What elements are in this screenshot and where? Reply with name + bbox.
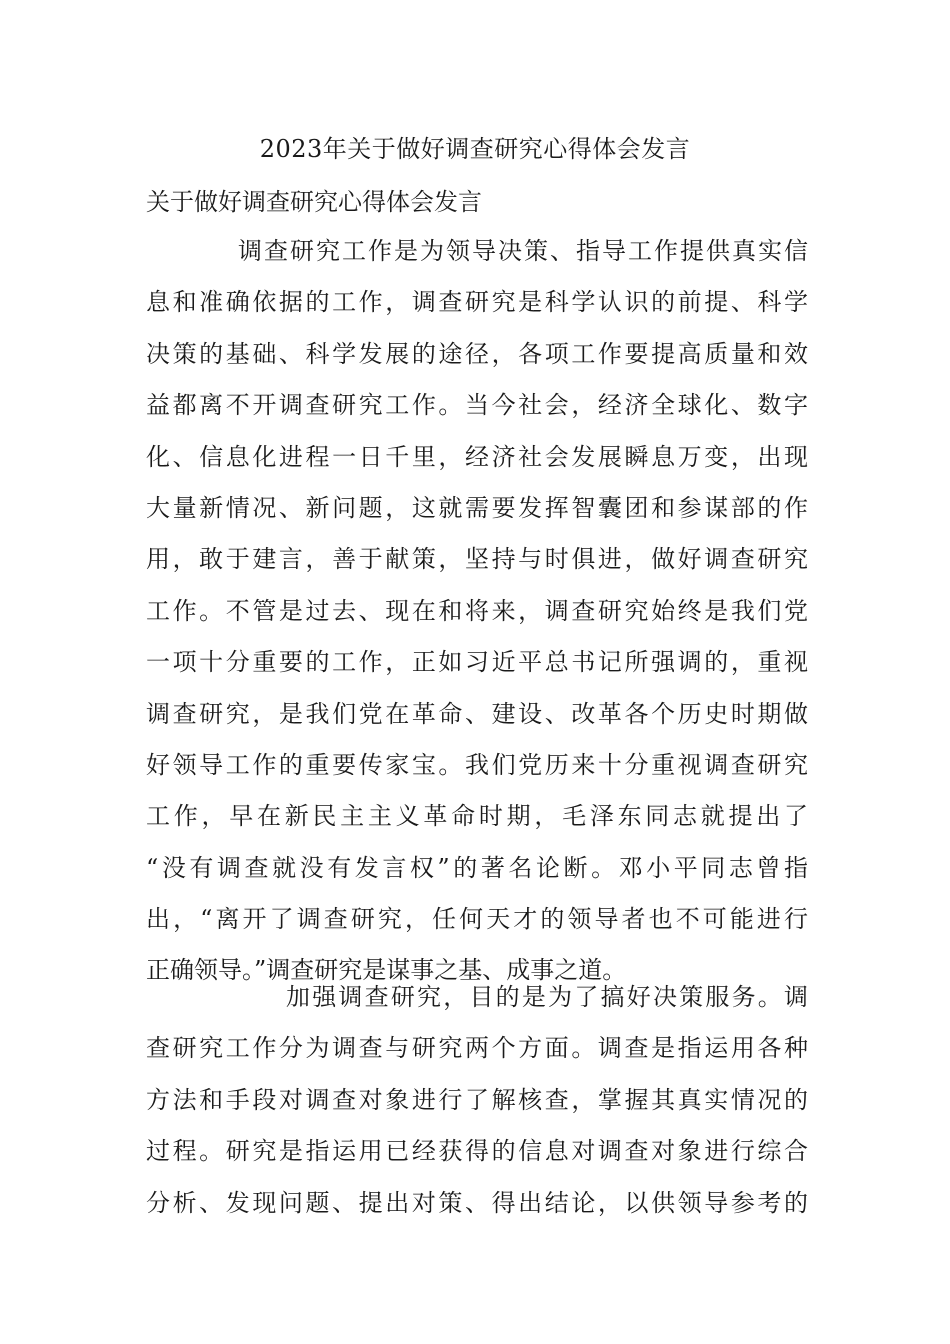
paragraph-line: “没有调查就没有发言权”的著名论断。邓小平同志曾指 — [146, 853, 808, 882]
paragraph-line: 分析、发现问题、提出对策、得出结论，以供领导参考的 — [146, 1188, 808, 1217]
paragraph-line: 过程。研究是指运用已经获得的信息对调查对象进行综合 — [146, 1137, 808, 1166]
paragraph-line: 益都离不开调查研究工作。当今社会，经济全球化、数字 — [146, 391, 808, 420]
paragraph-line: 好领导工作的重要传家宝。我们党历来十分重视调查研究 — [146, 750, 808, 779]
paragraph-line: 调查研究工作是为领导决策、指导工作提供真实信 — [238, 237, 808, 265]
paragraph-line: 一项十分重要的工作，正如习近平总书记所强调的，重视 — [146, 648, 808, 677]
paragraph-line: 工作。不管是过去、现在和将来，调查研究始终是我们党 — [146, 596, 808, 625]
paragraph-line: 出，“离开了调查研究，任何天才的领导者也不可能进行 — [146, 905, 808, 934]
paragraph-line: 化、信息化进程一日千里，经济社会发展瞬息万变，出现 — [146, 442, 808, 471]
paragraph-line: 查研究工作分为调查与研究两个方面。调查是指运用各种 — [146, 1034, 808, 1063]
paragraph-2 — [146, 972, 808, 1229]
paragraph-line: 用，敢于建言，善于献策，坚持与时俱进，做好调查研究 — [146, 545, 808, 574]
paragraph-line: 工作，早在新民主主义革命时期，毛泽东同志就提出了 — [146, 802, 808, 831]
paragraph-line: 调查研究，是我们党在革命、建设、改革各个历史时期做 — [146, 699, 808, 728]
paragraph-line: 息和准确依据的工作，调查研究是科学认识的前提、科学 — [146, 288, 808, 317]
paragraph-line: 大量新情况、新问题，这就需要发挥智囊团和参谋部的作 — [146, 493, 808, 522]
paragraph-line: 加强调查研究，目的是为了搞好决策服务。调 — [286, 983, 808, 1011]
paragraph-1 — [146, 226, 808, 997]
paragraph-line: 正确领导。”调查研究是谋事之基、成事之道。 — [146, 956, 627, 985]
document-title: 2023年关于做好调查研究心得体会发言 — [259, 135, 691, 163]
paragraph-line: 方法和手段对调查对象进行了解核查，掌握其真实情况的 — [146, 1085, 808, 1114]
document-subtitle: 关于做好调查研究心得体会发言 — [146, 188, 482, 216]
paragraph-line: 决策的基础、科学发展的途径，各项工作要提高质量和效 — [146, 339, 808, 368]
